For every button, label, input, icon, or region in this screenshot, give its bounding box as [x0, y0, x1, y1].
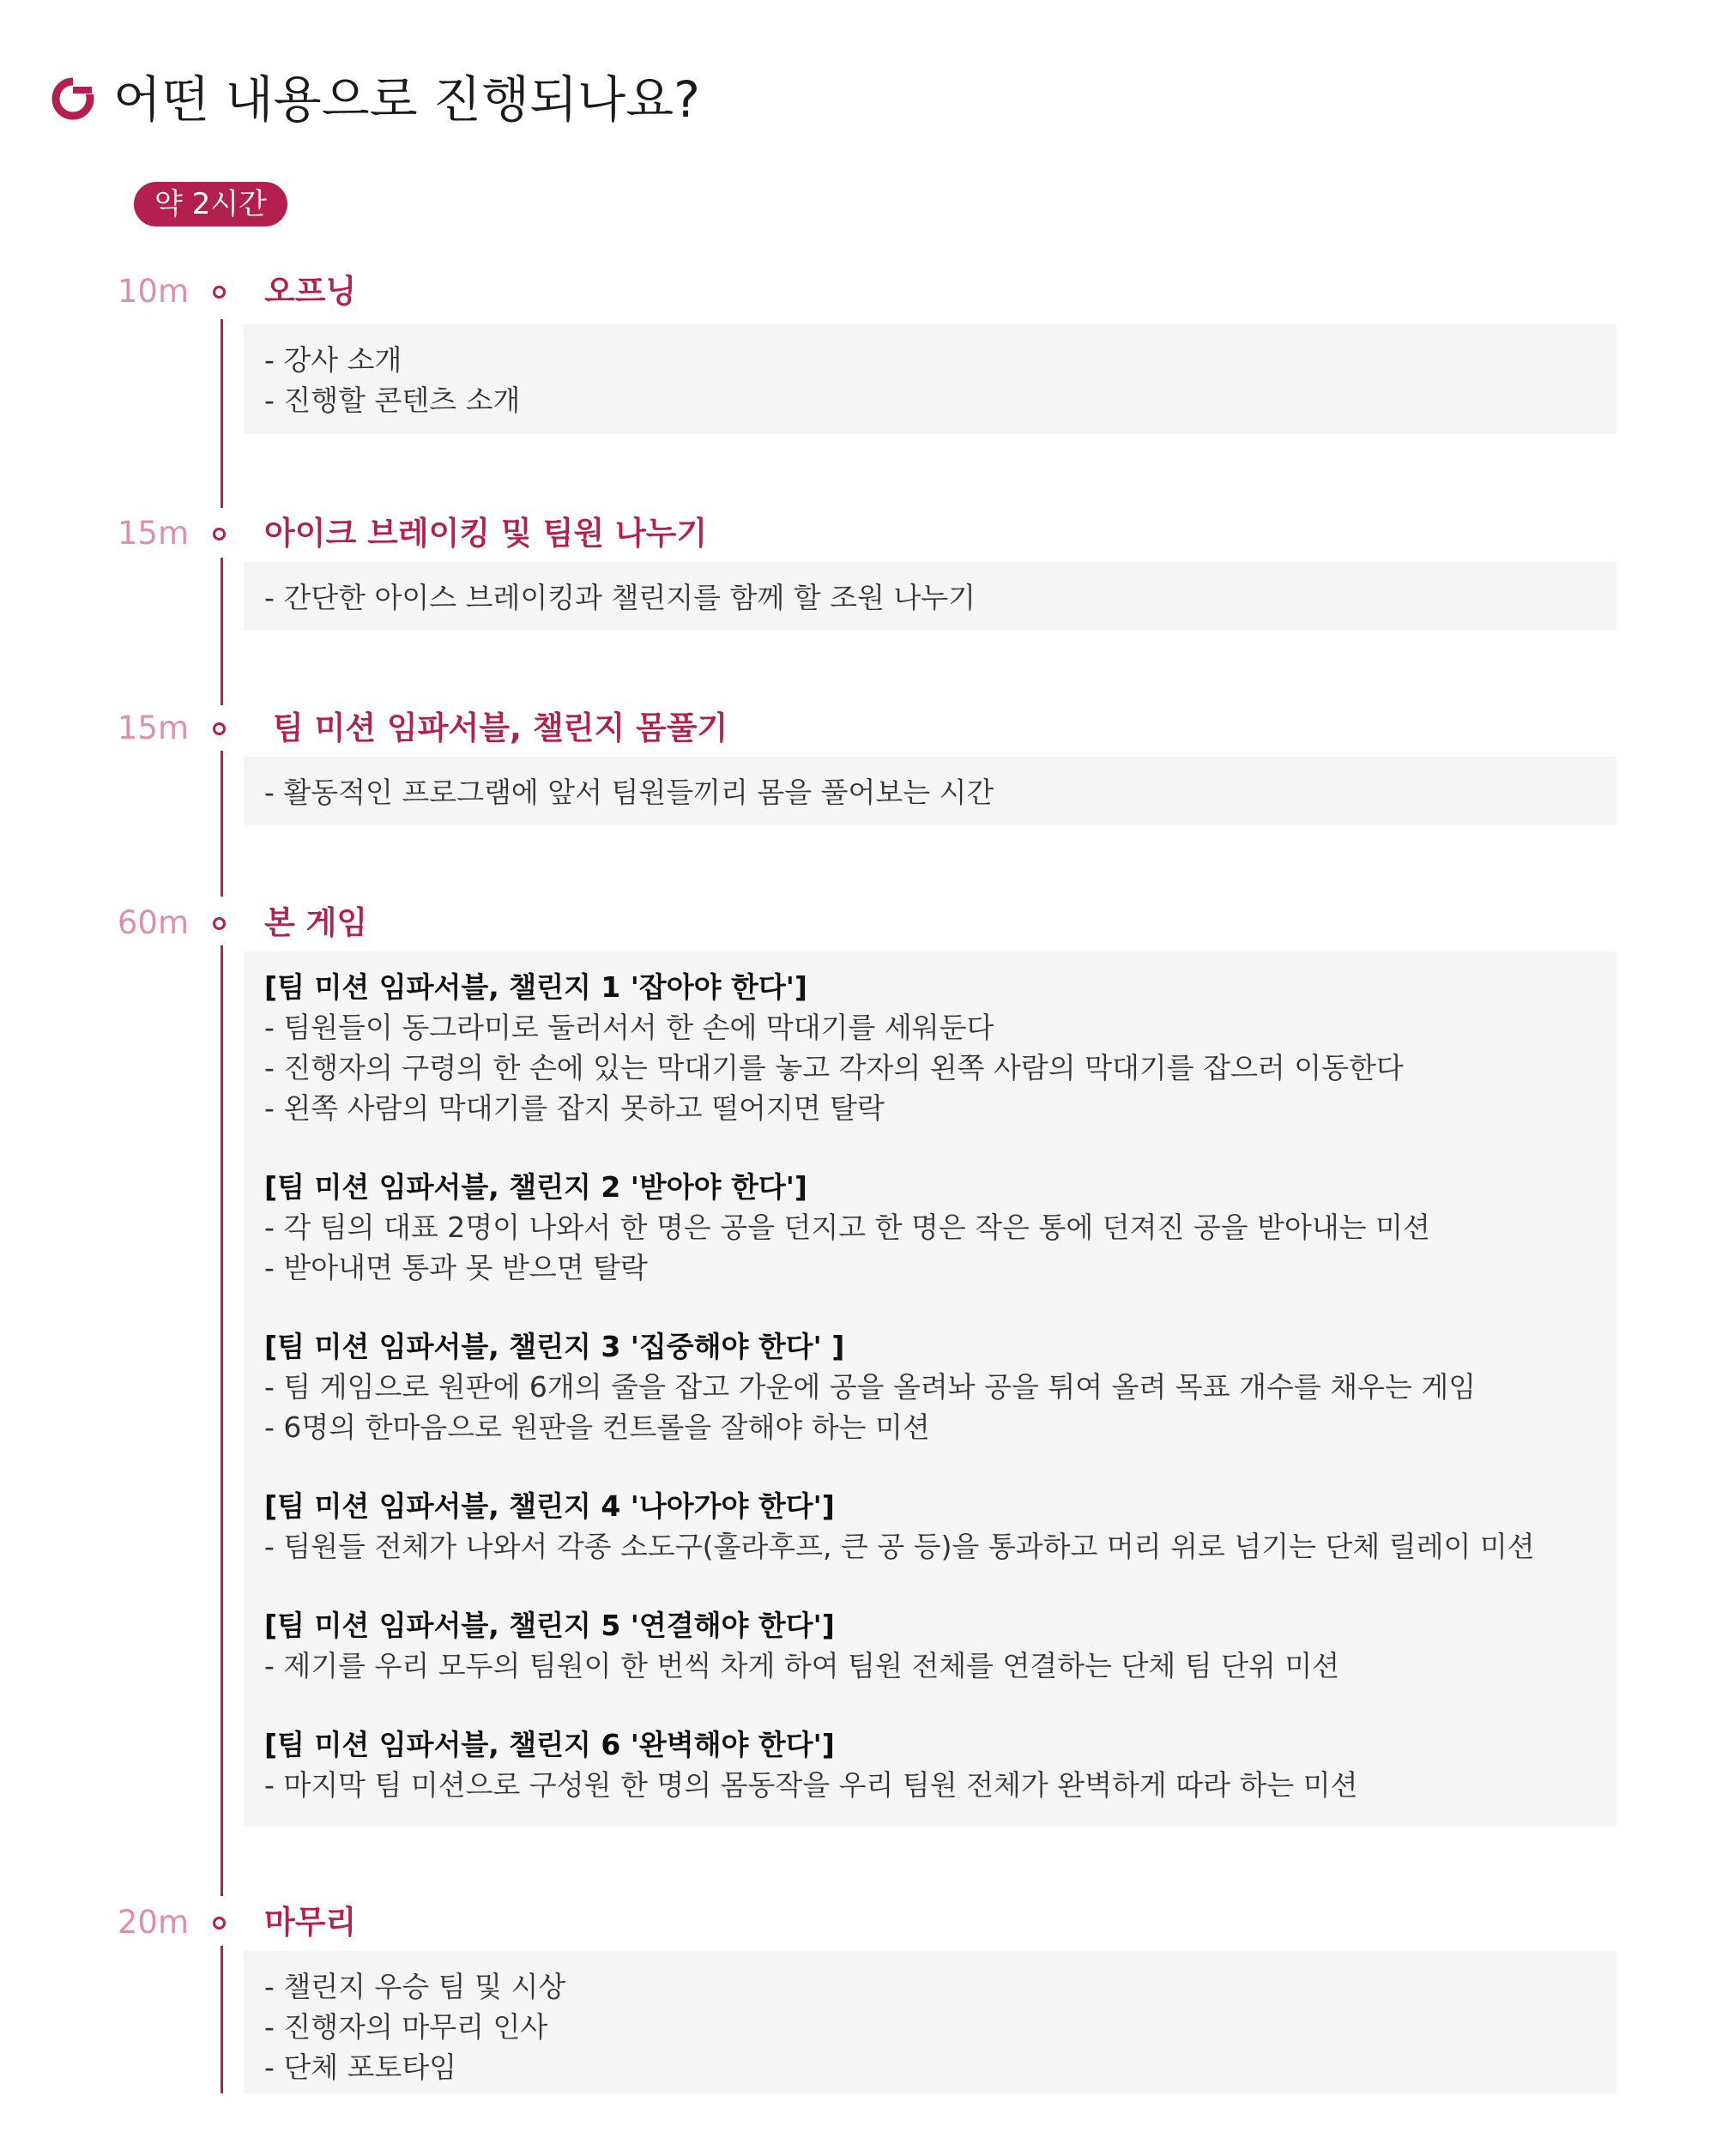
duration-badge: 약 2시간 [134, 182, 287, 226]
time-label: 60m [117, 904, 189, 941]
section-title: 본 게임 [264, 904, 368, 941]
mission-heading: [팀 미션 임파서블, 챌린지 6 '완벽해야 한다'] [264, 1728, 835, 1761]
section-content [244, 1951, 1616, 2093]
section-title: 마무리 [264, 1904, 357, 1941]
timeline-dot-icon [213, 528, 226, 541]
timeline-line [221, 1946, 223, 2093]
list-item: - 진행할 콘텐츠 소개 [264, 383, 521, 417]
time-label: 15m [117, 515, 189, 552]
mission-heading: [팀 미션 임파서블, 챌린지 3 '집중해야 한다' ] [264, 1330, 845, 1363]
list-item: - 활동적인 프로그램에 앞서 팀원들끼리 몸을 풀어보는 시간 [264, 776, 994, 809]
mission-heading: [팀 미션 임파서블, 챌린지 4 '나아가야 한다'] [264, 1489, 835, 1523]
list-item: - 각 팀의 대표 2명이 나와서 한 명은 공을 던지고 한 명은 작은 통에 던져진 공을 받아내는 미션 [264, 1211, 1430, 1244]
list-item: - 팀 게임으로 원판에 6개의 줄을 잡고 가운에 공을 올려놔 공을 튀여 올려 목표 개수를 채우는 게임 [264, 1370, 1477, 1404]
timeline-dot-icon [213, 917, 226, 930]
timeline-dot-icon [213, 1917, 226, 1930]
timeline-line [221, 751, 223, 897]
time-label: 10m [117, 273, 189, 310]
list-item: - 강사 소개 [264, 343, 402, 377]
list-item: - 팀원들이 동그라미로 둘러서서 한 손에 막대기를 세워둔다 [264, 1011, 994, 1044]
page-title: 어떤 내용으로 진행되나요? [113, 70, 700, 129]
timeline-line [221, 558, 223, 705]
mission-heading: [팀 미션 임파서블, 챌린지 1 '잡아야 한다'] [264, 970, 807, 1004]
list-item: - 진행자의 마무리 인사 [264, 2010, 548, 2044]
section-content [244, 757, 1616, 825]
timeline-line [221, 319, 223, 508]
list-item: - 챌린지 우승 팀 및 시상 [264, 1970, 566, 2003]
section-content [244, 324, 1616, 434]
list-item: - 6명의 한마음으로 원판을 컨트롤을 잘해야 하는 미션 [264, 1410, 930, 1444]
section-title: 팀 미션 임파서블, 챌린지 몸풀기 [273, 710, 728, 746]
list-item: - 진행자의 구령의 한 손에 있는 막대기를 놓고 각자의 왼쪽 사람의 막대기를 잡으러 이동한다 [264, 1051, 1404, 1084]
list-item: - 단체 포토타임 [264, 2050, 457, 2084]
ring-logo-icon [50, 75, 96, 122]
time-label: 20m [117, 1904, 189, 1941]
section-title: 오프닝 [264, 273, 357, 310]
list-item: - 팀원들 전체가 나와서 각종 소도구(훌라후프, 큰 공 등)을 통과하고 머리 위로 넘기는 단체 릴레이 미션 [264, 1530, 1535, 1563]
section-content [244, 562, 1616, 631]
section-title: 아이크 브레이킹 및 팀원 나누기 [264, 515, 708, 552]
list-item: - 제기를 우리 모두의 팀원이 한 번씩 차게 하여 팀원 전체를 연결하는 단체 팀 단위 미션 [264, 1649, 1340, 1682]
section-content [244, 951, 1616, 1827]
timeline-line [221, 945, 223, 1896]
mission-heading: [팀 미션 임파서블, 챌린지 2 '받아야 한다'] [264, 1170, 807, 1204]
timeline-dot-icon [213, 286, 226, 299]
list-item: - 받아내면 통과 못 받으면 탈락 [264, 1251, 648, 1284]
list-item: - 간단한 아이스 브레이킹과 챌린지를 함께 할 조원 나누기 [264, 581, 976, 614]
list-item: - 마지막 팀 미션으로 구성원 한 명의 몸동작을 우리 팀원 전체가 완벽하게 따라 하는 미션 [264, 1768, 1358, 1802]
list-item: - 왼쪽 사람의 막대기를 잡지 못하고 떨어지면 탈락 [264, 1091, 885, 1125]
timeline-dot-icon [213, 722, 226, 735]
mission-heading: [팀 미션 임파서블, 챌린지 5 '연결해야 한다'] [264, 1609, 835, 1642]
time-label: 15m [117, 710, 189, 746]
